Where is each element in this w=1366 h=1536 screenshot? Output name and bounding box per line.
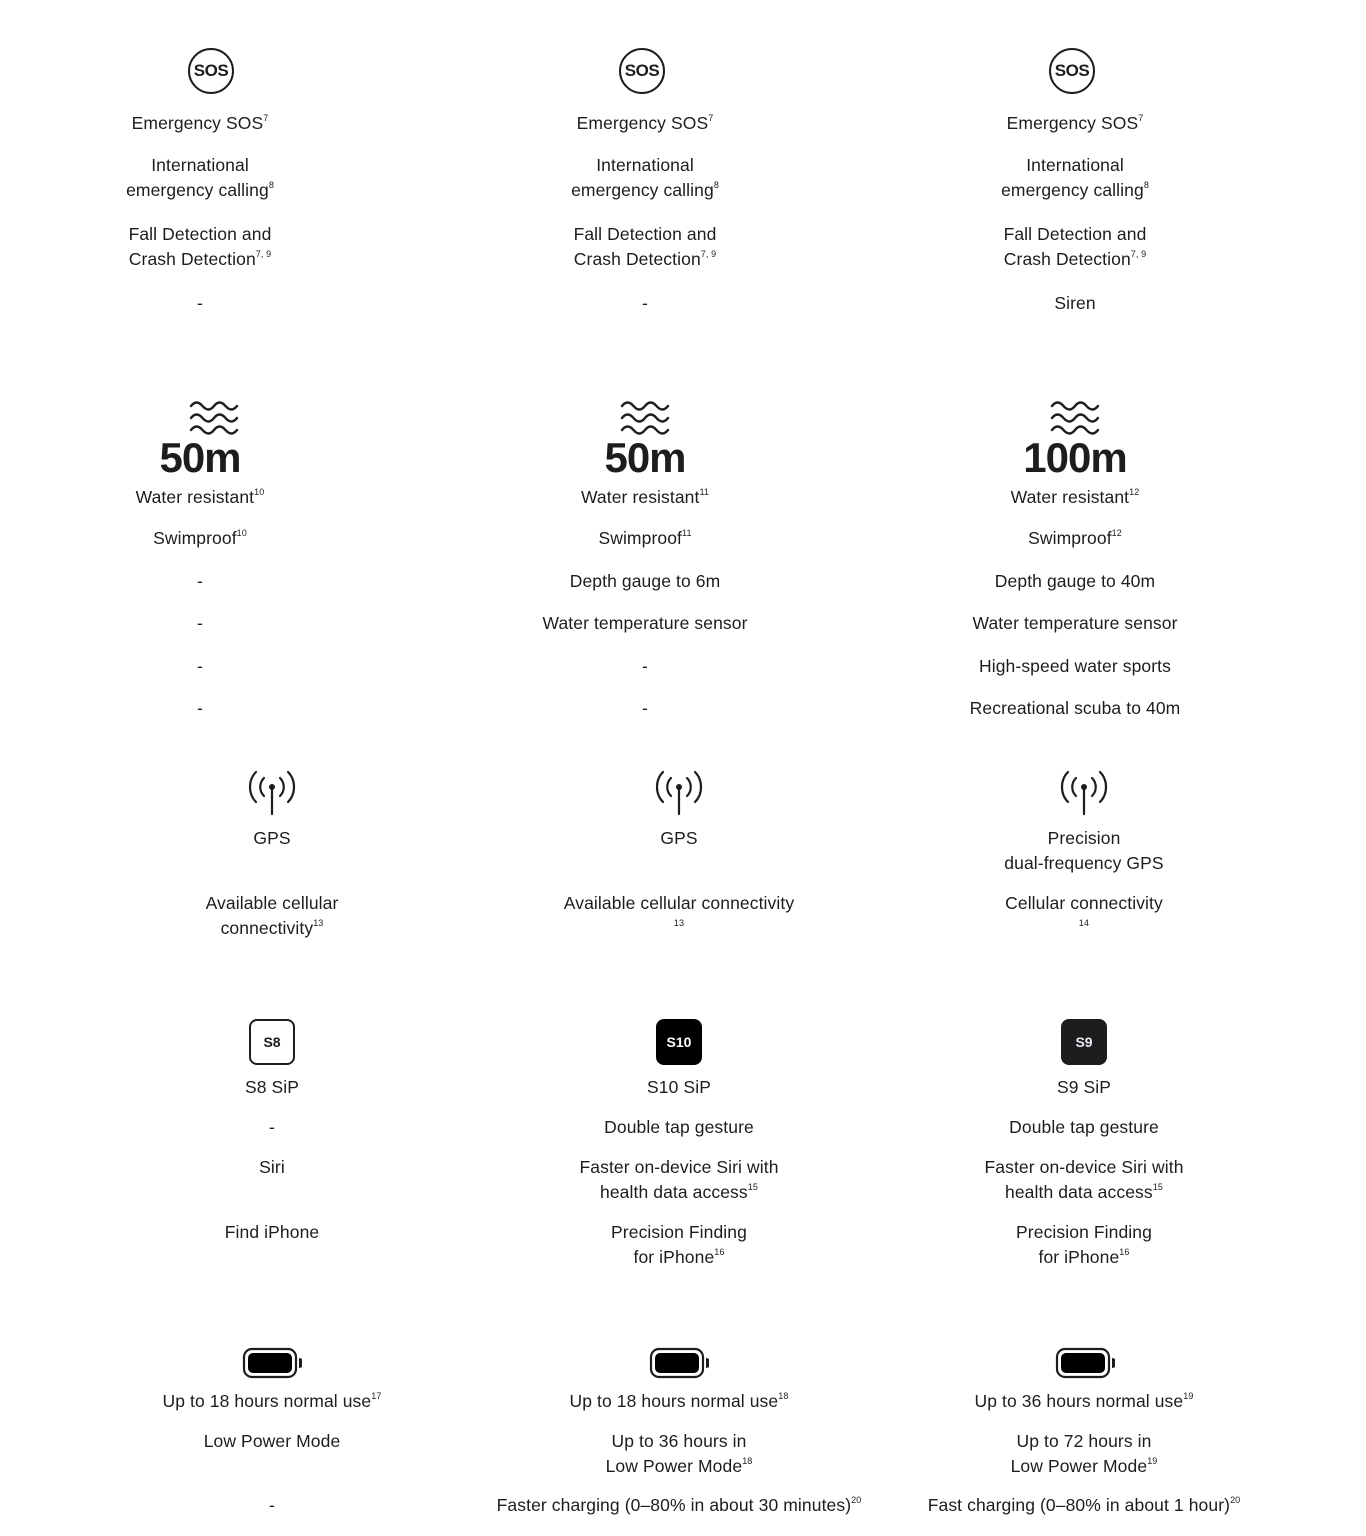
water-waves-icon bbox=[1049, 396, 1101, 438]
intl-emergency-label: International emergency calling$^8$ bbox=[126, 155, 274, 200]
siri-label: Faster on-device Siri with health data access$^{15}$ bbox=[984, 1157, 1184, 1202]
low-power-label: Up to 72 hours in Low Power Mode$^{19}$ bbox=[1010, 1431, 1158, 1476]
siri-label: Siri bbox=[259, 1157, 285, 1177]
siri-label: Faster on-device Siri with health data access$^{15}$ bbox=[579, 1157, 779, 1202]
emergency-sos-label: Emergency SOS$^7$ bbox=[131, 113, 269, 133]
battery-normal-label: Up to 36 hours normal use$^{19}$ bbox=[974, 1391, 1194, 1411]
chip-icon bbox=[249, 1019, 295, 1065]
gps-label: Precision dual-frequency GPS bbox=[1004, 828, 1164, 873]
chip-icon-text: S8 bbox=[263, 1034, 281, 1050]
water-depth-rating: 50m bbox=[159, 434, 241, 481]
emergency-sos-label: Emergency SOS$^7$ bbox=[1006, 113, 1144, 133]
water-sports-label: - bbox=[197, 656, 203, 676]
comparison-column-1 bbox=[0, 0, 430, 1536]
double-tap-label: Double tap gesture bbox=[1009, 1117, 1159, 1137]
swimproof-label: Swimproof$^{11}$ bbox=[598, 528, 692, 548]
chip-icon bbox=[656, 1019, 702, 1065]
water-temp-label: - bbox=[197, 613, 203, 633]
battery-icon bbox=[1055, 1347, 1115, 1379]
siren-label: - bbox=[642, 293, 648, 313]
swimproof-label: Swimproof$^{12}$ bbox=[1028, 528, 1122, 548]
emergency-sos-label: Emergency SOS$^7$ bbox=[576, 113, 714, 133]
intl-emergency-label: International emergency calling$^8$ bbox=[1001, 155, 1149, 200]
find-iphone-label: Find iPhone bbox=[224, 1222, 320, 1242]
water-sports-label: - bbox=[642, 656, 648, 676]
water-resistant-label: Water resistant$^{12}$ bbox=[1010, 487, 1140, 507]
swimproof-label: Swimproof$^{10}$ bbox=[153, 528, 247, 548]
charging-label: Faster charging (0–80% in about 30 minutes)$^{20}$ bbox=[496, 1495, 862, 1515]
scuba-label: - bbox=[642, 698, 648, 718]
fall-detection-label: Fall Detection and Crash Detection$^{7, 9}$ bbox=[128, 224, 272, 269]
find-iphone-label: Precision Finding for iPhone$^{16}$ bbox=[611, 1222, 747, 1267]
sos-icon-text: SOS bbox=[624, 61, 660, 80]
cellular-label: Available cellular connectivity$^{13}$ bbox=[205, 893, 339, 938]
low-power-label: Low Power Mode bbox=[203, 1431, 341, 1451]
cellular-label: Cellular connectivity $^{14}$ bbox=[1005, 893, 1163, 929]
battery-normal-label: Up to 18 hours normal use$^{18}$ bbox=[569, 1391, 789, 1411]
chip-icon-text: S9 bbox=[1075, 1034, 1093, 1050]
double-tap-label: - bbox=[269, 1117, 275, 1137]
sos-icon bbox=[619, 48, 665, 94]
comparison-column-3 bbox=[860, 0, 1290, 1536]
sos-icon-text: SOS bbox=[1054, 61, 1090, 80]
chip-label: S10 SiP bbox=[647, 1077, 711, 1097]
charging-label: - bbox=[269, 1495, 275, 1515]
comparison-column-2 bbox=[430, 0, 860, 1536]
water-resistant-label: Water resistant$^{11}$ bbox=[580, 487, 710, 507]
chip-label: S8 SiP bbox=[244, 1077, 300, 1097]
battery-icon bbox=[242, 1347, 302, 1379]
chip-label: S9 SiP bbox=[1056, 1077, 1112, 1097]
depth-gauge-label: - bbox=[197, 571, 203, 591]
siren-label: - bbox=[197, 293, 203, 313]
battery-normal-label: Up to 18 hours normal use$^{17}$ bbox=[162, 1391, 382, 1411]
water-waves-icon bbox=[619, 396, 671, 438]
depth-gauge-label: Depth gauge to 40m bbox=[994, 571, 1156, 591]
chip-icon bbox=[1061, 1019, 1107, 1065]
antenna-icon bbox=[1059, 768, 1109, 816]
fall-detection-label: Fall Detection and Crash Detection$^{7, 9}$ bbox=[573, 224, 717, 269]
find-iphone-label: Precision Finding for iPhone$^{16}$ bbox=[1016, 1222, 1152, 1267]
sos-icon bbox=[1049, 48, 1095, 94]
fall-detection-label: Fall Detection and Crash Detection$^{7, 9}$ bbox=[1003, 224, 1147, 269]
battery-icon bbox=[649, 1347, 709, 1379]
water-temp-label: Water temperature sensor bbox=[972, 613, 1178, 633]
chip-icon-text: S10 bbox=[666, 1034, 692, 1050]
water-depth-rating: 100m bbox=[1023, 434, 1127, 481]
gps-label: GPS bbox=[660, 828, 698, 848]
depth-gauge-label: Depth gauge to 6m bbox=[569, 571, 721, 591]
water-resistant-label: Water resistant$^{10}$ bbox=[135, 487, 265, 507]
water-depth-rating: 50m bbox=[604, 434, 686, 481]
low-power-label: Up to 36 hours in Low Power Mode$^{18}$ bbox=[605, 1431, 753, 1476]
double-tap-label: Double tap gesture bbox=[604, 1117, 754, 1137]
antenna-icon bbox=[247, 768, 297, 816]
water-temp-label: Water temperature sensor bbox=[542, 613, 748, 633]
sos-icon-text: SOS bbox=[193, 61, 229, 80]
siren-label: Siren bbox=[1054, 293, 1096, 313]
antenna-icon bbox=[654, 768, 704, 816]
scuba-label: - bbox=[197, 698, 203, 718]
water-sports-label: High-speed water sports bbox=[979, 656, 1171, 676]
intl-emergency-label: International emergency calling$^8$ bbox=[571, 155, 719, 200]
water-waves-icon bbox=[188, 396, 240, 438]
scuba-label: Recreational scuba to 40m bbox=[969, 698, 1181, 718]
gps-label: GPS bbox=[253, 828, 291, 848]
cellular-label: Available cellular connectivity $^{13}$ bbox=[563, 893, 795, 929]
charging-label: Fast charging (0–80% in about 1 hour)$^{20}$ bbox=[927, 1495, 1241, 1515]
sos-icon bbox=[188, 48, 234, 94]
